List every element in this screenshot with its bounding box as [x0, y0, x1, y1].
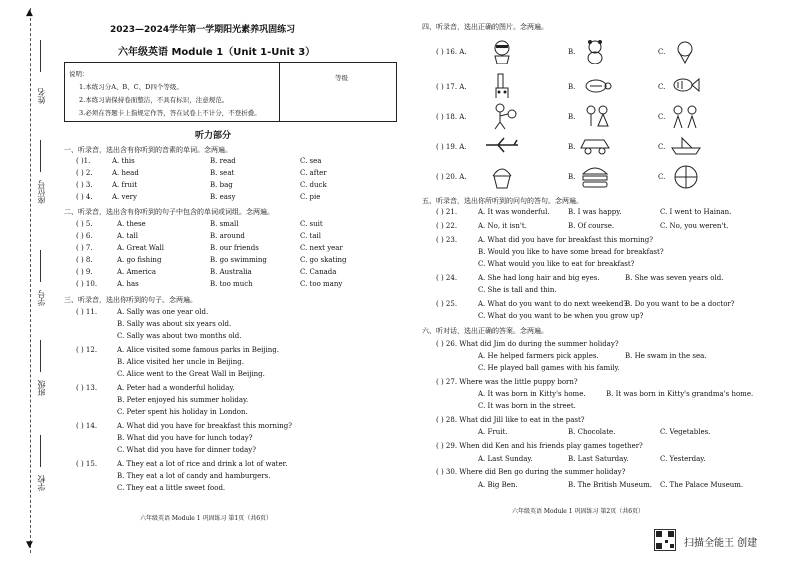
- cut-line: [30, 8, 31, 553]
- option-a: A. tall: [117, 232, 138, 240]
- sentence-option: A. Alice visited some famous parks in Beijing.: [117, 346, 279, 354]
- question-number[interactable]: ( ) 19. A.: [436, 143, 467, 151]
- answer-option: B. Of course.: [568, 222, 615, 230]
- instruction-item: 2.本练习请保持卷面整洁，不具有标识，注意规范。: [79, 96, 229, 104]
- option-b: B. too much: [210, 280, 253, 288]
- sentence-option: B. Alice visited her uncle in Beijing.: [117, 358, 244, 366]
- binding-margin: [0, 0, 48, 561]
- car-picture: [578, 134, 612, 156]
- teddy-bear-picture: [582, 38, 608, 64]
- answer-option: A. It was born in Kitty's home.: [478, 390, 586, 398]
- option-c: C. after: [300, 169, 327, 177]
- option-a: A. these: [117, 220, 146, 228]
- sentence-option: C. They eat a little sweet food.: [117, 484, 226, 492]
- qr-code-icon: [654, 529, 676, 551]
- answer-option: B. She was seven years old.: [625, 274, 724, 282]
- option-b: B. our friends: [210, 244, 259, 252]
- sentence-option: C. What did you have for dinner today?: [117, 446, 257, 454]
- answer-option: B. The British Museum.: [568, 481, 653, 489]
- answer-option: C. It was born in the street.: [478, 402, 576, 410]
- option-b: B. easy: [210, 193, 236, 201]
- sentence-option: A. Peter had a wonderful holiday.: [117, 384, 235, 392]
- option-c: C.: [658, 173, 666, 181]
- answer-option: C. The Palace Museum.: [660, 481, 744, 489]
- question-number[interactable]: ( ) 16. A.: [436, 48, 467, 56]
- question-number[interactable]: ( ) 25.: [436, 300, 458, 308]
- option-b: B.: [568, 83, 576, 91]
- sentence-option: C. Sally was about two months old.: [117, 332, 242, 340]
- option-c: C.: [658, 83, 666, 91]
- option-a: A. America: [117, 268, 157, 276]
- page-footer-right: 六年级英语 Module 1 巩固练习 第2页（共6页）: [512, 508, 645, 515]
- answer-option: A. He helped farmers pick apples.: [478, 352, 599, 360]
- section3-title: 三、听录音，选出你听到的句子。念两遍。: [64, 296, 197, 304]
- answer-option: A. She had long hair and big eyes.: [478, 274, 600, 282]
- answer-option: B. Do you want to be a doctor?: [625, 300, 735, 308]
- question-number[interactable]: ( ) 15.: [76, 460, 98, 468]
- answer-option: C. She is tall and thin.: [478, 286, 557, 294]
- seat-label: 座位号: [37, 180, 46, 204]
- question-number[interactable]: ( ) 6.: [76, 232, 93, 240]
- answer-option: C. Yesterday.: [660, 455, 706, 463]
- answer-option: B. Chocolate.: [568, 428, 616, 436]
- listening-title: 听力部分: [195, 131, 232, 141]
- option-b: B. small: [210, 220, 239, 228]
- option-c: C. sea: [300, 157, 322, 165]
- ship-picture: [670, 134, 702, 156]
- answer-option: A. What do you want to do next weekend?: [478, 300, 628, 308]
- name-label: 姓名: [37, 88, 46, 104]
- grade-label: 等级: [335, 74, 348, 82]
- sentence-option: B. What did you have for lunch today?: [117, 434, 253, 442]
- fish-picture: [670, 74, 700, 96]
- option-b: B. bag: [210, 181, 233, 189]
- family-picture: [670, 104, 700, 130]
- question[interactable]: ( ) 29. When did Ken and his friends play games together?: [436, 442, 643, 450]
- question-number[interactable]: ( ) 7.: [76, 244, 93, 252]
- option-b: B. around: [210, 232, 245, 240]
- class-blank[interactable]: [40, 340, 41, 372]
- answer-option: A. Fruit.: [478, 428, 508, 436]
- question-number[interactable]: ( ) 24.: [436, 274, 458, 282]
- sentence-option: B. Sally was about six years old.: [117, 320, 232, 328]
- option-b: B.: [568, 143, 576, 151]
- boy-with-ball-picture: [488, 102, 518, 130]
- question-number[interactable]: ( ) 3.: [76, 181, 93, 189]
- sentence-option: C. Peter spent his holiday in London.: [117, 408, 248, 416]
- school-blank[interactable]: [40, 435, 41, 467]
- instructions-label: 说明：: [69, 70, 89, 78]
- pizza-picture: [672, 164, 700, 190]
- option-b: B.: [568, 173, 576, 181]
- sentence-option: A. They eat a lot of rice and drink a lot of water.: [117, 460, 288, 468]
- option-b: B. go swimming: [210, 256, 267, 264]
- boy-sunglasses-picture: [488, 38, 516, 64]
- answer-option: C. What would you like to eat for breakfast?: [478, 260, 635, 268]
- question[interactable]: ( ) 26. What did Jim do during the summer holiday?: [436, 340, 619, 348]
- answer-option: B. He swam in the sea.: [625, 352, 707, 360]
- instruction-item: 1.本练习分A、B、C、D四个等级。: [79, 83, 183, 91]
- answer-option: B. Last Saturday.: [568, 455, 629, 463]
- sentence-option: A. Sally was one year old.: [117, 308, 209, 316]
- answer-option: C. What do you want to be when you grow up?: [478, 312, 644, 320]
- question-number[interactable]: ( )1.: [76, 157, 91, 165]
- answer-option: B. Would you like to have some bread for breakfast?: [478, 248, 664, 256]
- answer-option: A. It was wonderful.: [478, 208, 550, 216]
- option-c: C. tail: [300, 232, 322, 240]
- seat-blank[interactable]: [40, 140, 41, 172]
- sentence-option: B. Peter enjoyed his summer holiday.: [117, 396, 249, 404]
- sentence-option: B. They eat a lot of candy and hamburgers.: [117, 472, 271, 480]
- page-footer-left: 六年级英语 Module 1 巩固练习 第1页（共6页）: [140, 515, 273, 522]
- boy-and-girl-picture: [582, 104, 612, 130]
- option-c: C.: [658, 143, 666, 151]
- answer-option: A. What did you have for breakfast this morning?: [478, 236, 653, 244]
- question[interactable]: ( ) 28. What did Jill like to eat in the past?: [436, 416, 585, 424]
- question-number[interactable]: ( ) 17. A.: [436, 83, 467, 91]
- option-a: A. head: [112, 169, 139, 177]
- student-no-blank[interactable]: [40, 250, 41, 282]
- option-c: C. duck: [300, 181, 327, 189]
- exam-title: 2023—2024学年第一学期阳光素养巩固练习: [110, 25, 296, 35]
- instructions-box: [64, 62, 397, 122]
- triangle-icon: ▲: [26, 8, 33, 18]
- section2-title: 二、听录音，选出含有你听到的句子中包含的单词或词组。念两遍。: [64, 208, 274, 216]
- question-number[interactable]: ( ) 23.: [436, 236, 458, 244]
- section1-title: 一、听录音，选出含有你听到的音素的单词。念两遍。: [64, 146, 232, 154]
- question-number[interactable]: ( ) 14.: [76, 422, 98, 430]
- section4-title: 四、听录音，选出正确的图片。念两遍。: [422, 23, 548, 31]
- answer-option: A. Last Sunday.: [478, 455, 533, 463]
- option-c: C. suit: [300, 220, 323, 228]
- question[interactable]: ( ) 30. Where did Ben go during the summer holiday?: [436, 468, 626, 476]
- question-number[interactable]: ( ) 13.: [76, 384, 98, 392]
- answer-option: C. Vegetables.: [660, 428, 711, 436]
- question-number[interactable]: ( ) 22.: [436, 222, 458, 230]
- question-number[interactable]: ( ) 2.: [76, 169, 93, 177]
- scanner-credit: 扫描全能王 创建: [684, 538, 758, 549]
- option-c: C. next year: [300, 244, 343, 252]
- hamburger-picture: [580, 162, 610, 190]
- question-number[interactable]: ( ) 4.: [76, 193, 93, 201]
- sentence-option: C. Alice went to the Great Wall in Beijing.: [117, 370, 265, 378]
- option-b: B. seat: [210, 169, 235, 177]
- option-a: A. go fishing: [117, 256, 162, 264]
- ice-cream-picture: [672, 40, 698, 64]
- option-a: A. fruit: [112, 181, 138, 189]
- name-blank[interactable]: [40, 40, 41, 72]
- student-no-label: 学号: [37, 290, 46, 306]
- question-number[interactable]: ( ) 18. A.: [436, 113, 467, 121]
- option-b: B. Australia: [210, 268, 252, 276]
- exam-subtitle: 六年级英语 Module 1（Unit 1-Unit 3）: [118, 47, 316, 58]
- question-number[interactable]: ( ) 9.: [76, 268, 93, 276]
- answer-option: A. No, it isn't.: [478, 222, 527, 230]
- airplane-picture: [484, 136, 520, 154]
- option-c: C. pie: [300, 193, 321, 201]
- question-number[interactable]: ( ) 8.: [76, 256, 93, 264]
- giraffe-picture: [488, 70, 516, 100]
- answer-option: C. I went to Hainan.: [660, 208, 732, 216]
- answer-option: B. I was happy.: [568, 208, 622, 216]
- answer-option: B. It was born in Kitty's grandma's home.: [606, 390, 754, 398]
- option-c: C. too many: [300, 280, 343, 288]
- option-a: A. Great Wall: [117, 244, 165, 252]
- question-number[interactable]: ( ) 20. A.: [436, 173, 467, 181]
- option-b: B.: [568, 113, 576, 121]
- question-number[interactable]: ( ) 11.: [76, 308, 98, 316]
- option-c: C. go skating: [300, 256, 347, 264]
- option-c: C.: [658, 48, 666, 56]
- option-b: B.: [568, 48, 576, 56]
- section5-title: 五、听录音，选出你所听到的问句的答句。念两遍。: [422, 197, 583, 205]
- answer-option: A. Big Ben.: [478, 481, 518, 489]
- question-number[interactable]: ( ) 12.: [76, 346, 98, 354]
- divider: [279, 63, 280, 121]
- option-a: A. has: [117, 280, 139, 288]
- option-c: C. Canada: [300, 268, 337, 276]
- turtle-picture: [582, 74, 612, 96]
- triangle-icon: ▼: [26, 540, 33, 550]
- question-number[interactable]: ( ) 21.: [436, 208, 458, 216]
- option-b: B. read: [210, 157, 236, 165]
- option-a: A. very: [112, 193, 137, 201]
- answer-option: C. He played ball games with his family.: [478, 364, 620, 372]
- question-number[interactable]: ( ) 5.: [76, 220, 93, 228]
- section6-title: 六、听对话，选出正确的答案。念两遍。: [422, 327, 548, 335]
- sentence-option: A. What did you have for breakfast this morning?: [117, 422, 292, 430]
- school-label: 学校: [37, 475, 46, 491]
- answer-option: C. No, you weren't.: [660, 222, 729, 230]
- question[interactable]: ( ) 27. Where was the little puppy born?: [436, 378, 578, 386]
- option-a: A. this: [112, 157, 135, 165]
- instruction-item: 3.必须在答题卡上指规定作答，答在试卷上不计分，不登折叠。: [79, 109, 261, 117]
- class-label: 班级: [37, 380, 46, 396]
- question-number[interactable]: ( ) 10.: [76, 280, 98, 288]
- option-c: C.: [658, 113, 666, 121]
- cupcake-picture: [488, 162, 516, 190]
